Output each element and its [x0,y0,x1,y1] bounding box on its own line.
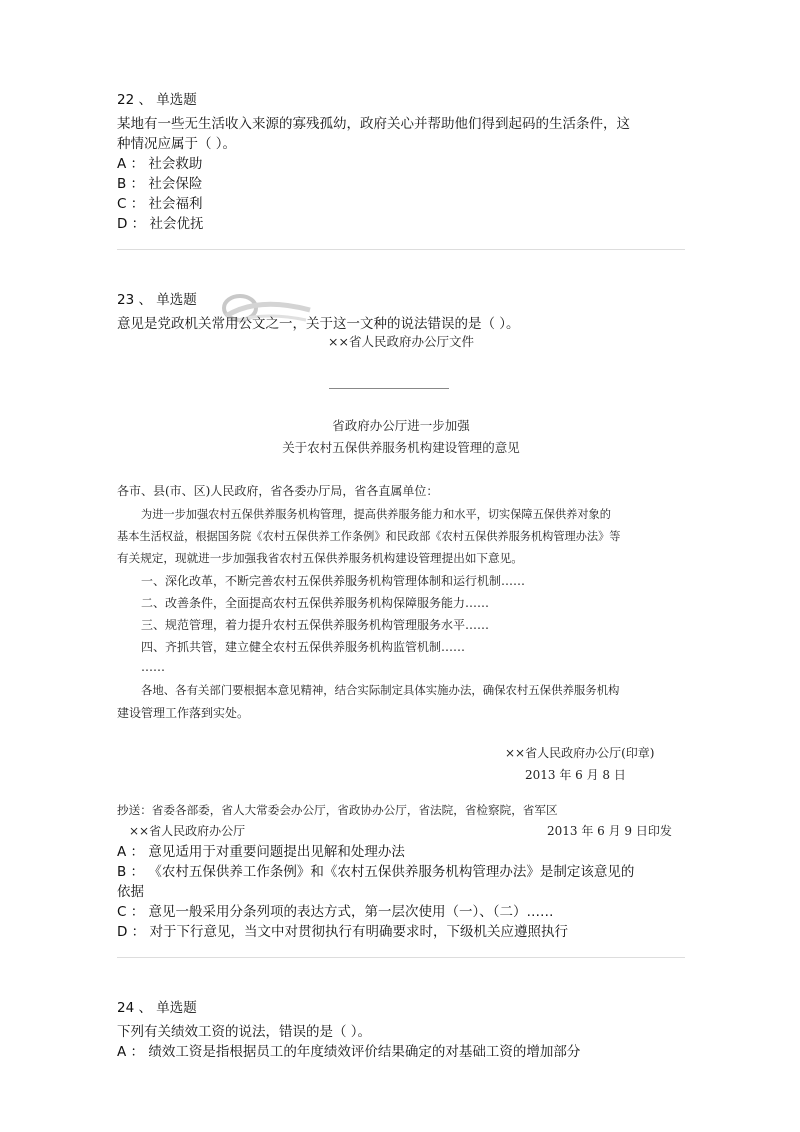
doc-item-1: 一、深化改革，不断完善农村五保供养服务机构管理体制和运行机制…… [141,574,526,588]
doc-ellipsis: …… [141,660,165,674]
doc-title-line1: 省政府办公厅进一步加强 [332,418,470,433]
doc-header-rule [329,388,449,389]
question-divider [117,249,685,250]
doc-signature: ××省人民政府办公厅(印章) [505,746,655,760]
doc-cc-line: 抄送：省委各部委，省人大常委会办公厅，省政协办公厅，省法院，省检察院，省军区 [117,803,558,817]
q22-stem-line1: 某地有一些无生活收入来源的寡残孤幼，政府关心并帮助他们得到起码的生活条件，这 [117,116,630,132]
doc-body-line1: 为进一步加强农村五保供养服务机构管理，提高供养服务能力和水平，切实保障五保供养对象的 [141,508,611,521]
q23-option-b[interactable]: B ： 《农村五保供养工作条例》和《农村五保供养服务机构管理办法》是制定该意见的 [117,864,635,880]
doc-body-line2: 基本生活权益，根据国务院《农村五保供养工作条例》和民政部《农村五保供养服务机构管理办法》等 [117,530,621,543]
doc-sign-date: 2013 年 6 月 8 日 [525,768,626,782]
doc-item-4: 四、齐抓共管，建立健全农村五保供养服务机构监管机制…… [141,640,466,654]
q23-option-d[interactable]: D ： 对于下行意见，当文中对贯彻执行有明确要求时，下级机关应遵照执行 [117,924,568,940]
q23-header: 23 、 单选题 [117,292,197,308]
q22-header: 22 、 单选题 [117,92,197,108]
q22-option-c[interactable]: C ： 社会福利 [117,196,203,212]
doc-item-3: 三、规范管理，着力提升农村五保供养服务机构管理服务水平…… [141,618,490,632]
doc-agency-header: ××省人民政府办公厅文件 [328,334,474,349]
doc-item-2: 二、改善条件，全面提高农村五保供养服务机构保障服务能力…… [141,596,490,610]
doc-title-line2: 关于农村五保供养服务机构建设管理的意见 [282,440,520,455]
doc-body-line3: 有关规定，现就进一步加强我省农村五保供养服务机构建设管理提出如下意见。 [117,551,523,565]
q23-option-b-cont[interactable]: 依据 [117,884,144,900]
q24-option-a[interactable]: A ： 绩效工资是指根据员工的年度绩效评价结果确定的对基础工资的增加部分 [117,1044,581,1060]
q24-stem: 下列有关绩效工资的说法，错误的是（ ）。 [117,1024,372,1040]
q22-option-b[interactable]: B ： 社会保险 [117,176,203,192]
doc-closing-line2: 建设管理工作落到实处。 [117,706,250,720]
q23-stem: 意见是党政机关常用公文之一，关于这一文种的说法错误的是（ ）。 [117,316,520,332]
q22-option-d[interactable]: D ： 社会优抚 [117,216,204,232]
q24-header: 24 、 单选题 [117,1000,197,1016]
scanned-document-image [117,330,685,838]
q23-option-a[interactable]: A ： 意见适用于对重要问题提出见解和处理办法 [117,844,405,860]
q22-stem-line2: 种情况应属于（ ）。 [117,136,237,152]
doc-print-date: 2013 年 6 月 9 日印发 [547,824,672,838]
doc-issuer: ××省人民政府办公厅 [129,824,246,838]
q22-option-a[interactable]: A ： 社会救助 [117,156,203,172]
question-divider [117,957,685,958]
q23-option-c[interactable]: C ： 意见一般采用分条列项的表达方式，第一层次使用（一）、（二）…… [117,904,554,920]
doc-addressee: 各市、县(市、区)人民政府，省各委办厅局，省各直属单位： [117,484,439,498]
doc-closing-line1: 各地、各有关部门要根据本意见精神，结合实际制定具体实施办法，确保农村五保供养服务机构 [141,683,620,697]
